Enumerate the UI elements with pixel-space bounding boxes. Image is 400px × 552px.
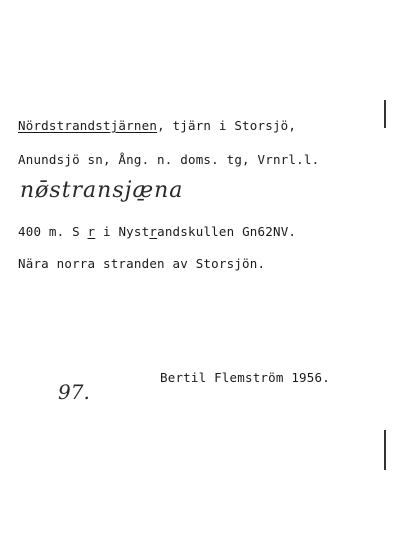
location-line: [18, 224, 296, 239]
description-line: Nära norra stranden av Storsjön.: [18, 256, 266, 271]
location-r2-underlined: r: [149, 224, 158, 239]
place-name: Nördstrandstjärnen: [18, 118, 158, 133]
collector-signature: Bertil Flemström 1956.: [160, 370, 330, 385]
location-text-2: i Nyst: [95, 224, 150, 239]
handwritten-pronunciation: nø̄stransjæ̱na: [20, 178, 184, 203]
handwritten-number: 97.: [58, 380, 90, 404]
place-name-line: [18, 118, 296, 133]
place-type-location: , tjärn i Storsjö,: [157, 118, 297, 133]
location-text-3: andskullen Gn62NV.: [157, 224, 297, 239]
parish-line: Anundsjö sn, Ång. n. doms. tg, Vrnrl.l.: [18, 152, 320, 167]
location-text-1: 400 m. S: [18, 224, 88, 239]
edge-mark-bottom: [384, 430, 386, 470]
edge-mark-top: [384, 100, 386, 128]
location-r-underlined: r: [87, 224, 96, 239]
